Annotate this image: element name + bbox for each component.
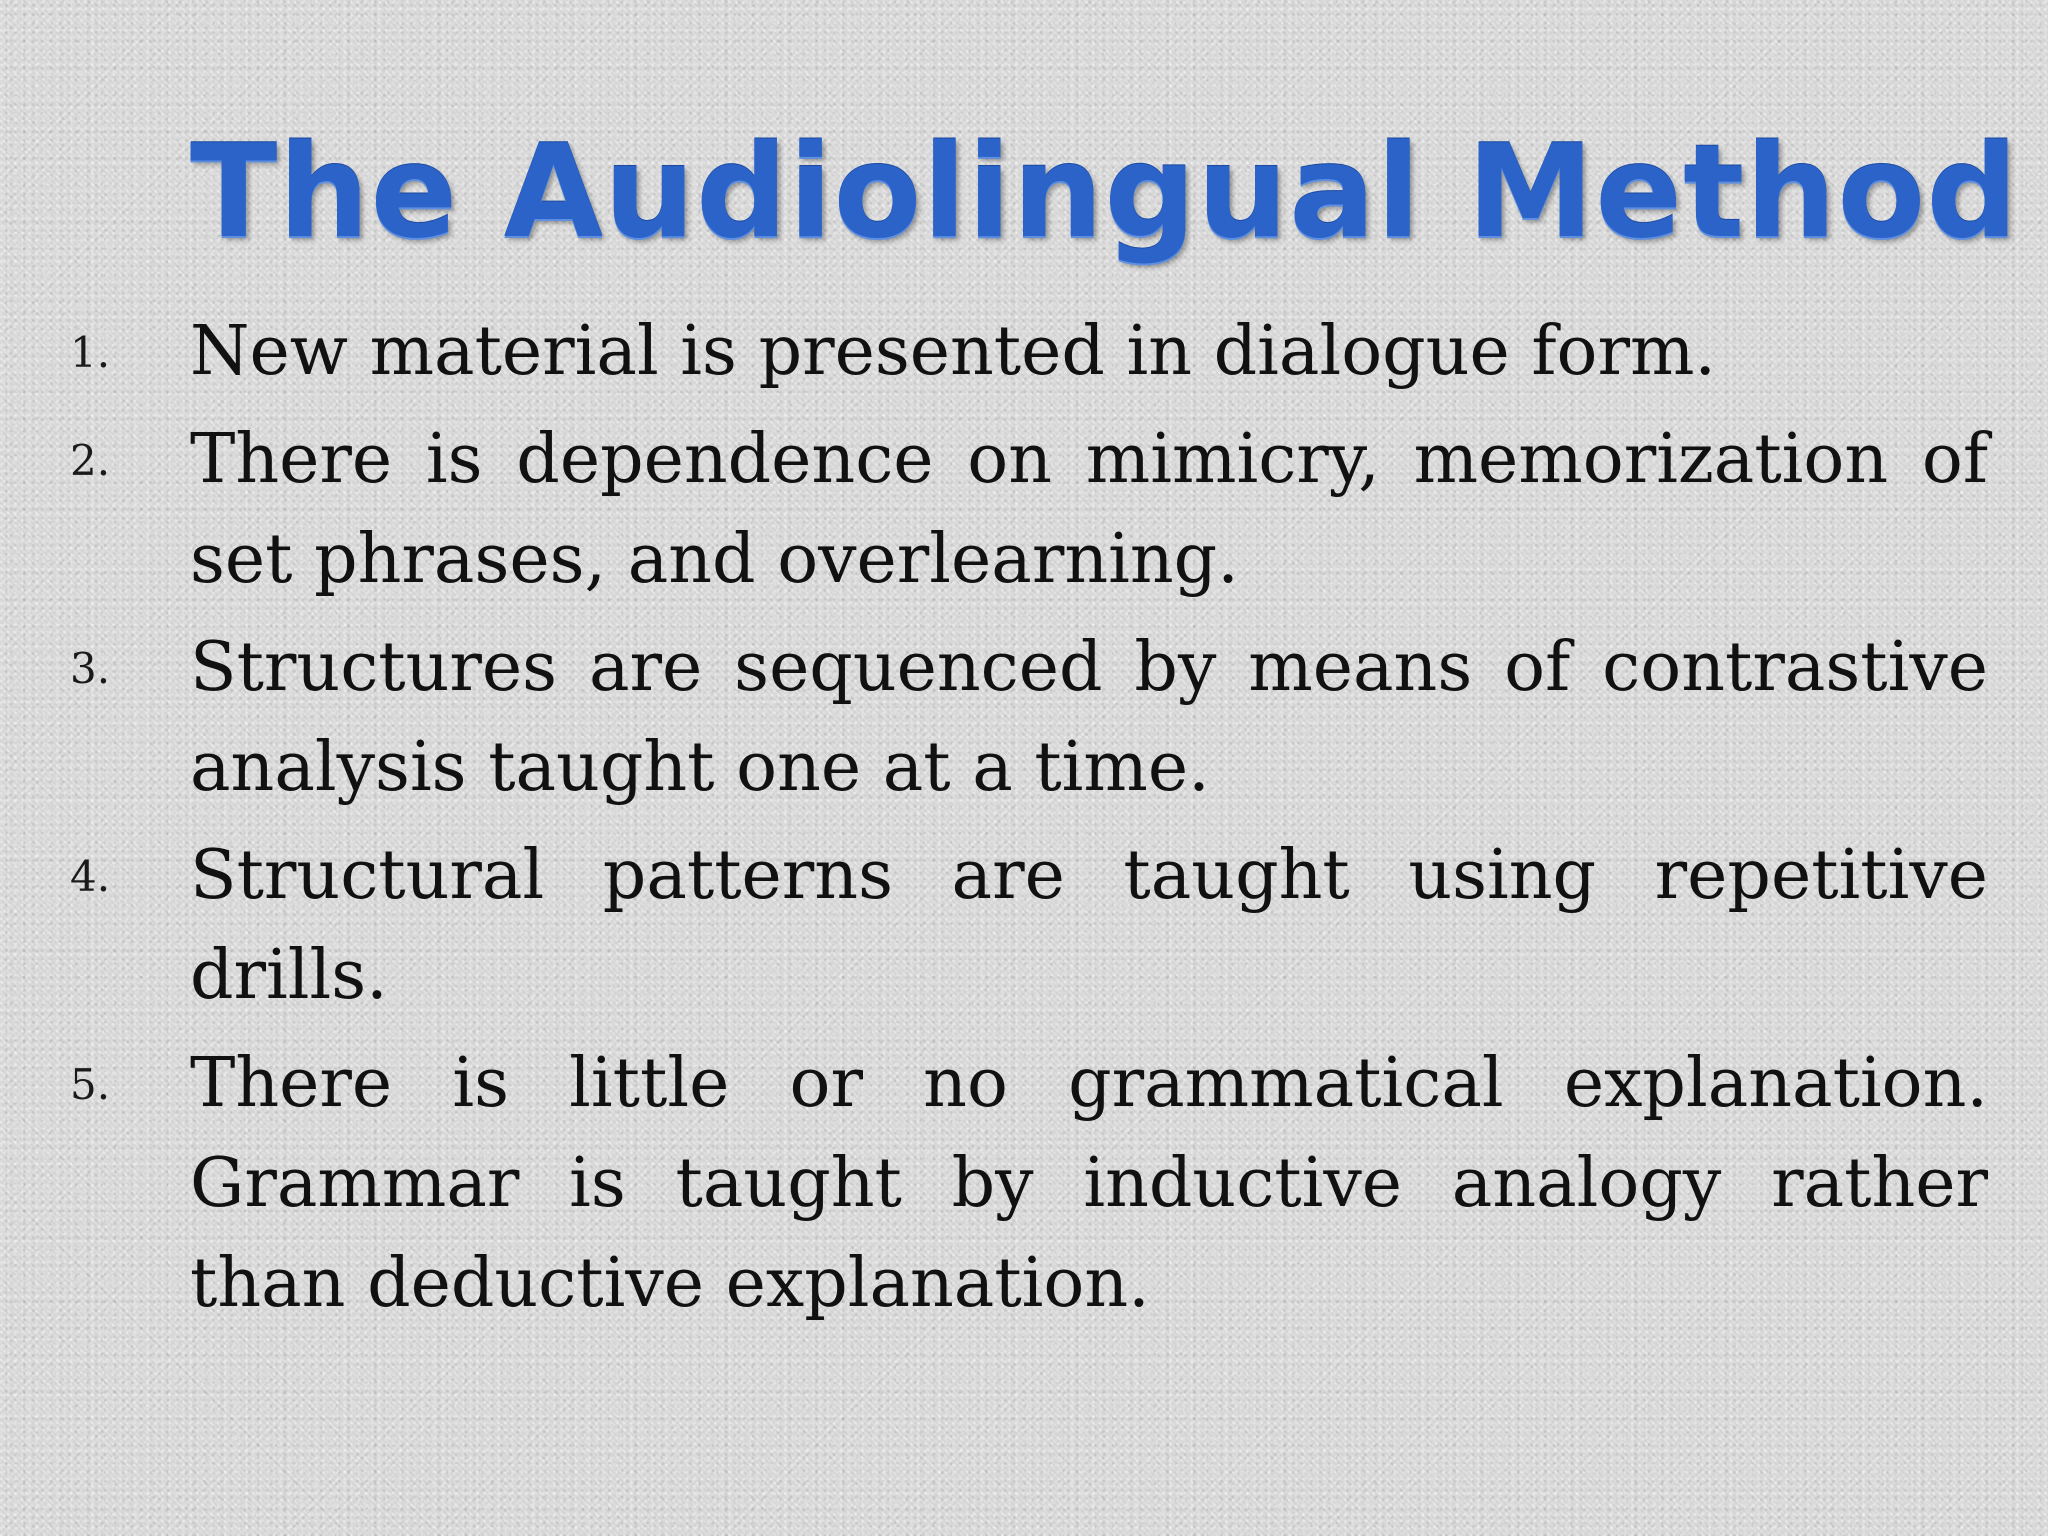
list-item-text: Structures are sequenced by means of contrastive analysis taught one at a time.: [190, 628, 1988, 807]
list-item-text: There is dependence on mimicry, memorization of set phrases, and overlearning.: [190, 420, 1988, 599]
list-item-text: New material is presented in dialogue form.: [190, 312, 1717, 391]
list-item: [70, 826, 1988, 1026]
list-item: [70, 410, 1988, 610]
list-item: [70, 618, 1988, 818]
list-item-number: 3.: [70, 644, 111, 693]
list-item-text: Structural patterns are taught using repetitive drills.: [190, 836, 1988, 1015]
list-item-number: 1.: [70, 328, 111, 377]
numbered-list: [70, 302, 1988, 1342]
list-item-text: There is little or no grammatical explanation. Grammar is taught by inductive analogy rather than deductive explanation.: [190, 1044, 1988, 1323]
list-item-number: 2.: [70, 436, 111, 485]
slide-title: The Audiolingual Method: [190, 118, 2019, 267]
list-item-number: 5.: [70, 1060, 111, 1109]
list-item: [70, 302, 1988, 402]
list-item-number: 4.: [70, 852, 111, 901]
list-item: [70, 1034, 1988, 1334]
